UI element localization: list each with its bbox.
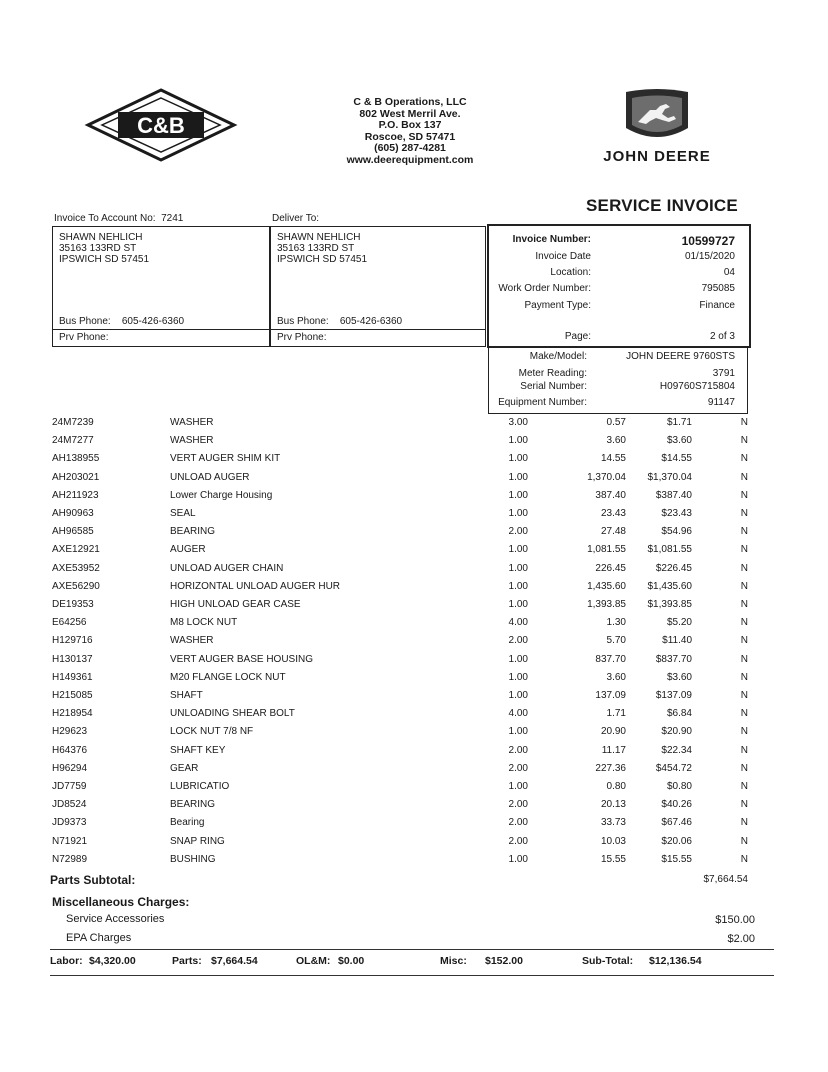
part-number: N71921	[52, 835, 88, 847]
unit-price: 1,081.55	[587, 544, 626, 556]
account-number: 7241	[161, 213, 184, 224]
extended-price: $20.90	[661, 726, 692, 738]
tax-flag: N	[740, 599, 748, 610]
table-row	[0, 599, 828, 615]
extended-price: $1,435.60	[647, 580, 692, 592]
quantity: 2.00	[508, 744, 528, 756]
quantity: 1.00	[508, 544, 528, 556]
part-description: M20 FLANGE LOCK NUT	[170, 671, 286, 683]
extended-price: $15.55	[661, 853, 692, 865]
tax-flag: N	[740, 708, 748, 720]
part-number: AXE56290	[52, 580, 100, 592]
deliver-bus-phone-label: Bus Phone:	[277, 316, 329, 327]
invoice-date: 01/15/2020	[684, 251, 735, 262]
extended-price: $14.55	[661, 453, 692, 465]
table-row	[0, 435, 828, 451]
quantity: 3.00	[508, 417, 528, 428]
make-model: JOHN DEERE 9760STS	[626, 351, 735, 362]
misc-item-label: Service Accessories	[66, 913, 165, 925]
part-number: AXE12921	[52, 544, 100, 556]
part-description: BEARING	[170, 526, 216, 538]
part-description: SEAL	[170, 508, 196, 519]
equipment-number: 91147	[707, 397, 735, 408]
unit-price: 0.80	[606, 781, 626, 792]
company-po-box: P.O. Box 137	[378, 119, 442, 132]
extended-price: $22.34	[661, 744, 692, 756]
part-number: H130137	[52, 653, 93, 665]
part-description: VERT AUGER BASE HOUSING	[170, 653, 314, 665]
table-row	[0, 726, 828, 742]
table-row	[0, 581, 828, 597]
quantity: 2.00	[508, 635, 528, 647]
part-description: UNLOAD AUGER	[170, 471, 250, 483]
part-description: AUGER	[170, 544, 206, 556]
table-row	[0, 690, 828, 706]
unit-price: 837.70	[595, 653, 626, 665]
tax-flag: N	[740, 489, 748, 501]
part-description: HIGH UNLOAD GEAR CASE	[170, 599, 301, 610]
unit-price: 0.57	[606, 417, 626, 428]
tax-flag: N	[740, 453, 748, 465]
quantity: 1.00	[508, 671, 528, 683]
table-row	[0, 745, 828, 761]
part-description: BUSHING	[170, 853, 216, 865]
quantity: 1.00	[508, 781, 528, 792]
unit-price: 27.48	[600, 526, 626, 538]
misc-item-label: EPA Charges	[66, 932, 132, 944]
john-deere-logo	[590, 88, 724, 168]
part-description: LUBRICATIO	[170, 781, 230, 792]
labor-value: $4,320.00	[89, 955, 136, 967]
unit-price: 15.55	[600, 853, 626, 865]
part-description: UNLOAD AUGER CHAIN	[170, 562, 284, 574]
table-row	[0, 836, 828, 852]
tax-flag: N	[740, 635, 748, 647]
unit-price: 33.73	[600, 817, 626, 829]
part-description: SNAP RING	[170, 835, 225, 847]
parts-subtotal-label: Parts Subtotal:	[50, 873, 136, 887]
parts-label: Parts:	[172, 955, 202, 967]
part-number: JD7759	[52, 781, 87, 792]
part-number: AXE53952	[52, 562, 100, 574]
extended-price: $11.40	[662, 635, 692, 647]
quantity: 1.00	[508, 508, 528, 519]
part-description: Lower Charge Housing	[170, 489, 273, 501]
subtotal-label: Sub-Total:	[582, 955, 634, 967]
labor-label: Labor:	[50, 955, 83, 967]
part-number: AH203021	[52, 471, 100, 483]
unit-price: 137.09	[595, 690, 626, 701]
invoice-to-box	[52, 226, 270, 347]
table-row	[0, 672, 828, 688]
table-row	[0, 563, 828, 579]
tax-flag: N	[740, 690, 748, 701]
tax-flag: N	[740, 617, 748, 629]
unit-price: 5.70	[606, 635, 626, 647]
part-description: HORIZONTAL UNLOAD AUGER HUR	[170, 580, 341, 592]
serial-number: H09760S715804	[659, 381, 735, 392]
tax-flag: N	[740, 726, 748, 738]
part-number: N72989	[52, 853, 88, 865]
work-order-row: Work Order Number: 795085	[498, 283, 735, 294]
part-description: GEAR	[170, 762, 199, 774]
tax-flag: N	[740, 817, 748, 829]
unit-price: 20.90	[600, 726, 626, 738]
unit-price: 20.13	[600, 799, 626, 811]
table-row	[0, 472, 828, 488]
company-city: Roscoe, SD 57471	[364, 130, 456, 143]
part-number: E64256	[52, 617, 87, 629]
unit-price: 23.43	[600, 508, 626, 519]
extended-price: $0.80	[666, 781, 692, 792]
quantity: 1.00	[508, 489, 528, 501]
deliver-to-label: Deliver To:	[272, 213, 320, 224]
tax-flag: N	[740, 544, 748, 556]
company-name: C & B Operations, LLC	[353, 96, 467, 108]
invoice-number: 10599727	[681, 234, 735, 248]
quantity: 1.00	[508, 653, 528, 665]
unit-price: 11.17	[601, 744, 626, 756]
quantity: 1.00	[508, 471, 528, 483]
invoice-to-label: Invoice To Account No: 7241	[54, 213, 184, 224]
totals-bottom-divider	[50, 975, 774, 976]
unit-price: 1.71	[606, 708, 626, 720]
quantity: 1.00	[508, 853, 528, 865]
extended-price: $3.60	[666, 671, 692, 683]
part-number: H29623	[52, 726, 88, 738]
unit-price: 1,393.85	[587, 599, 626, 610]
quantity: 1.00	[508, 726, 528, 738]
company-phone: (605) 287-4281	[374, 142, 446, 155]
extended-price: $226.45	[655, 562, 692, 574]
company-website: www.deerequipment.com	[346, 153, 474, 166]
misc-label: Misc:	[440, 955, 467, 967]
part-description: LOCK NUT 7/8 NF	[170, 726, 254, 738]
parts-value: $7,664.54	[211, 955, 258, 967]
table-row	[0, 708, 828, 724]
invoice-to-name: SHAWN NEHLICH	[59, 232, 143, 243]
part-description: BEARING	[170, 799, 216, 811]
deliver-to-box	[270, 226, 486, 347]
cb-logo-text: C&B	[137, 113, 185, 138]
extended-price: $1,370.04	[647, 471, 692, 483]
extended-price: $454.72	[655, 762, 692, 774]
tax-flag: N	[740, 835, 748, 847]
quantity: 1.00	[508, 690, 528, 701]
quantity: 2.00	[508, 835, 528, 847]
table-row	[0, 453, 828, 469]
unit-price: 3.60	[606, 435, 626, 447]
part-number: AH96585	[52, 526, 94, 538]
payment-type: Finance	[699, 300, 735, 311]
meter-reading-row: Meter Reading: 3791	[518, 368, 735, 379]
subtotal-value: $12,136.54	[649, 955, 702, 967]
quantity: 1.00	[508, 580, 528, 592]
table-row	[0, 817, 828, 833]
quantity: 1.00	[508, 435, 528, 447]
tax-flag: N	[740, 653, 748, 665]
table-row	[0, 781, 828, 797]
table-row	[0, 654, 828, 670]
unit-price: 226.45	[595, 562, 626, 574]
misc-item-value: $150.00	[715, 914, 755, 926]
extended-price: $20.06	[661, 835, 692, 847]
meter-reading: 3791	[712, 368, 735, 379]
table-row	[0, 417, 828, 433]
table-row	[0, 617, 828, 633]
part-number: H64376	[52, 744, 88, 756]
payment-type-row: Payment Type: Finance	[524, 300, 735, 311]
part-number: 24M7239	[52, 417, 94, 428]
extended-price: $54.96	[661, 526, 692, 538]
bus-phone-label: Bus Phone:	[59, 316, 111, 327]
invoice-date-row: Invoice Date 01/15/2020	[535, 251, 735, 262]
unit-price: 1,435.60	[587, 580, 626, 592]
bus-phone: 605-426-6360	[121, 316, 185, 327]
invoice-to-city: IPSWICH SD 57451	[59, 254, 150, 265]
extended-price: $1,081.55	[647, 544, 692, 556]
extended-price: $5.20	[666, 617, 692, 629]
tax-flag: N	[740, 799, 748, 811]
tax-flag: N	[740, 471, 748, 483]
equipment-box	[488, 346, 748, 414]
extended-price: $40.26	[661, 799, 692, 811]
tax-flag: N	[740, 508, 748, 519]
table-row	[0, 544, 828, 560]
tax-flag: N	[740, 435, 748, 447]
unit-price: 3.60	[606, 671, 626, 683]
part-description: M8 LOCK NUT	[170, 617, 238, 629]
part-description: WASHER	[170, 635, 214, 647]
company-address: 802 West Merril Ave.	[359, 107, 461, 120]
part-number: H215085	[52, 690, 93, 701]
quantity: 1.00	[508, 453, 528, 465]
table-row	[0, 526, 828, 542]
olm-value: $0.00	[338, 955, 365, 967]
invoice-to-street: 35163 133RD ST	[59, 243, 137, 254]
table-row	[0, 490, 828, 506]
part-number: AH90963	[52, 508, 94, 519]
quantity: 2.00	[508, 762, 528, 774]
part-number: JD8524	[52, 799, 87, 811]
misc-value: $152.00	[485, 955, 523, 967]
part-number: H149361	[52, 671, 93, 683]
unit-price: 1,370.04	[587, 471, 626, 483]
part-description: Bearing	[170, 817, 205, 829]
totals-top-divider	[50, 949, 774, 950]
part-description: VERT AUGER SHIM KIT	[170, 453, 281, 465]
serial-number-row: Serial Number: H09760S715804	[520, 381, 735, 392]
part-description: SHAFT KEY	[170, 744, 226, 756]
table-row	[0, 854, 828, 870]
part-number: H96294	[52, 762, 88, 774]
tax-flag: N	[740, 562, 748, 574]
part-description: WASHER	[170, 435, 214, 447]
table-row	[0, 763, 828, 779]
make-model-row: Make/Model: JOHN DEERE 9760STS	[529, 351, 735, 362]
part-number: JD9373	[52, 817, 87, 829]
tax-flag: N	[740, 744, 748, 756]
extended-price: $137.09	[655, 690, 692, 701]
page-row: Page: 2 of 3	[564, 331, 735, 342]
extended-price: $837.70	[655, 653, 692, 665]
tax-flag: N	[740, 781, 748, 792]
equipment-number-row: Equipment Number: 91147	[498, 397, 735, 408]
deliver-bus-phone: 605-426-6360	[339, 316, 403, 327]
extended-price: $23.43	[661, 508, 692, 519]
prv-phone-label: Prv Phone:	[59, 332, 109, 343]
quantity: 2.00	[508, 799, 528, 811]
extended-price: $1.71	[666, 417, 692, 428]
table-row	[0, 508, 828, 524]
cb-logo	[84, 88, 238, 162]
part-number: H218954	[52, 708, 93, 720]
location: 04	[723, 267, 735, 278]
misc-item-value: $2.00	[727, 933, 755, 945]
quantity: 2.00	[508, 817, 528, 829]
tax-flag: N	[740, 853, 748, 865]
part-number: AH138955	[52, 453, 100, 465]
invoice-info-box	[487, 224, 751, 348]
quantity: 1.00	[508, 599, 528, 610]
part-description: WASHER	[170, 417, 214, 428]
quantity: 4.00	[508, 708, 528, 720]
page-number: 2 of 3	[709, 331, 735, 342]
unit-price: 14.55	[600, 453, 626, 465]
olm-label: OL&M:	[296, 955, 331, 967]
totals-bar	[0, 955, 828, 971]
part-number: H129716	[52, 635, 93, 647]
part-description: SHAFT	[170, 690, 203, 701]
quantity: 1.00	[508, 562, 528, 574]
work-order-number: 795085	[701, 283, 735, 294]
part-number: AH211923	[52, 489, 99, 501]
unit-price: 1.30	[606, 617, 626, 629]
deliver-to-name: SHAWN NEHLICH	[277, 232, 361, 243]
tax-flag: N	[740, 526, 748, 538]
extended-price: $67.46	[661, 817, 692, 829]
unit-price: 10.03	[600, 835, 626, 847]
document-title: SERVICE INVOICE	[586, 196, 738, 215]
quantity: 4.00	[508, 617, 528, 629]
tax-flag: N	[740, 417, 748, 428]
unit-price: 387.40	[595, 489, 626, 501]
part-description: UNLOADING SHEAR BOLT	[170, 708, 295, 720]
part-number: 24M7277	[52, 435, 94, 447]
deliver-to-street: 35163 133RD ST	[277, 243, 355, 254]
table-row	[0, 799, 828, 815]
extended-price: $387.40	[655, 489, 692, 501]
company-info	[300, 97, 520, 167]
parts-subtotal-value: $7,664.54	[703, 874, 748, 885]
extended-price: $1,393.85	[647, 599, 692, 610]
part-number: DE19353	[52, 599, 94, 610]
quantity: 2.00	[508, 526, 528, 538]
deliver-prv-phone-label: Prv Phone:	[277, 332, 327, 343]
extended-price: $6.84	[666, 708, 692, 720]
tax-flag: N	[740, 671, 748, 683]
invoice-number-row: Invoice Number: 10599727	[512, 234, 735, 248]
deliver-to-city: IPSWICH SD 57451	[277, 254, 368, 265]
location-row: Location: 04	[550, 267, 735, 278]
misc-charges-label: Miscellaneous Charges:	[52, 895, 190, 909]
tax-flag: N	[740, 580, 748, 592]
unit-price: 227.36	[595, 762, 626, 774]
table-row	[0, 635, 828, 651]
tax-flag: N	[740, 762, 748, 774]
extended-price: $3.60	[666, 435, 692, 447]
john-deere-wordmark: JOHN DEERE	[603, 148, 711, 165]
